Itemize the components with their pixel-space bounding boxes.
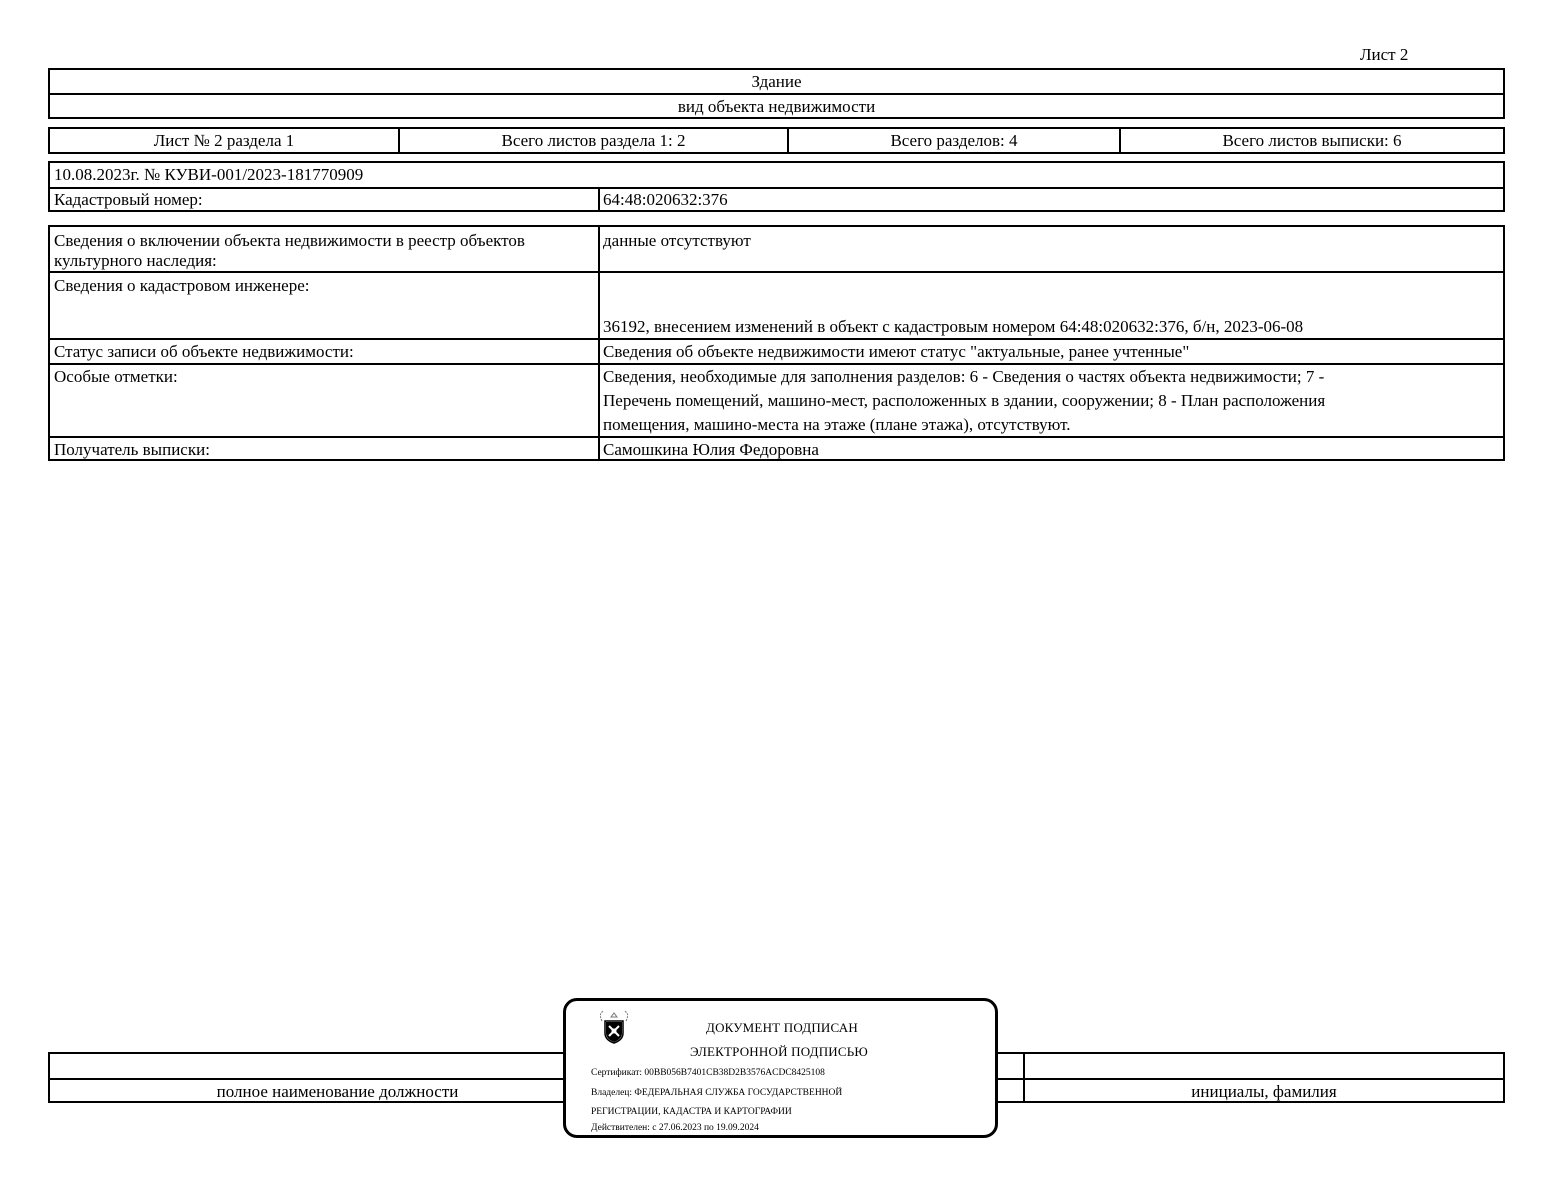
special-notes-line3: помещения, машино-места на этаже (плане этажа), отсутствуют. xyxy=(603,415,1071,434)
special-notes-label: Особые отметки: xyxy=(54,367,178,386)
position-caption: полное наименование должности xyxy=(216,1081,459,1101)
status-label: Статус записи об объекте недвижимости: xyxy=(54,342,354,361)
total-sheets-extract: Всего листов выписки: 6 xyxy=(1222,130,1402,150)
engineer-value: 36192, внесением изменений в объект с кадастровым номером 64:48:020632:376, б/н, 2023-06-08 xyxy=(603,317,1304,336)
heritage-value: данные отсутствуют xyxy=(603,231,751,250)
recipient-value: Самошкина Юлия Федоровна xyxy=(603,440,819,459)
heritage-label-line1: Сведения о включении объекта недвижимости в реестр объектов xyxy=(54,231,525,250)
heritage-label-line2: культурного наследия: xyxy=(54,251,217,270)
name-caption: инициалы, фамилия xyxy=(1191,1081,1337,1101)
stamp-title-line2: ЭЛЕКТРОННОЙ ПОДПИСЬЮ xyxy=(690,1044,868,1059)
document-header-table xyxy=(48,161,1505,212)
total-sheets-section: Всего листов раздела 1: 2 xyxy=(501,130,686,150)
object-type: Здание xyxy=(751,71,802,91)
object-type-caption: вид объекта недвижимости xyxy=(677,96,876,116)
sheet-of-section: Лист № 2 раздела 1 xyxy=(153,130,295,150)
stamp-title-line1: ДОКУМЕНТ ПОДПИСАН xyxy=(706,1020,858,1035)
object-type-box xyxy=(48,68,1505,119)
electronic-signature-stamp xyxy=(563,998,998,1138)
total-sections: Всего разделов: 4 xyxy=(890,130,1018,150)
sheet-label: Лист 2 xyxy=(1360,45,1409,64)
stamp-owner-line2: РЕГИСТРАЦИИ, КАДАСТРА И КАРТОГРАФИИ xyxy=(591,1107,792,1117)
sheet-info-row xyxy=(48,127,1505,154)
info-table xyxy=(48,225,1505,461)
document-number: 10.08.2023г. № КУВИ-001/2023-181770909 xyxy=(54,165,364,184)
stamp-validity: Действителен: с 27.06.2023 по 19.09.2024 xyxy=(591,1123,759,1133)
cadastral-number-label: Кадастровый номер: xyxy=(54,190,203,209)
special-notes-line2: Перечень помещений, машино-мест, расположенных в здании, сооружении; 8 - План расположения xyxy=(603,391,1326,410)
stamp-certificate: Сертификат: 00BB056B7401CB38D2B3576ACDC8425108 xyxy=(591,1068,825,1078)
engineer-label: Сведения о кадастровом инженере: xyxy=(54,276,310,295)
stamp-owner-line1: Владелец: ФЕДЕРАЛЬНАЯ СЛУЖБА ГОСУДАРСТВЕННОЙ xyxy=(591,1088,843,1098)
cadastral-number-value: 64:48:020632:376 xyxy=(603,190,728,209)
recipient-label: Получатель выписки: xyxy=(54,440,210,459)
status-value: Сведения об объекте недвижимости имеют статус "актуальные, ранее учтенные" xyxy=(603,342,1190,361)
special-notes-line1: Сведения, необходимые для заполнения разделов: 6 - Сведения о частях объекта недвижимости; 7 - xyxy=(603,367,1325,386)
coat-of-arms-icon xyxy=(596,1007,632,1047)
